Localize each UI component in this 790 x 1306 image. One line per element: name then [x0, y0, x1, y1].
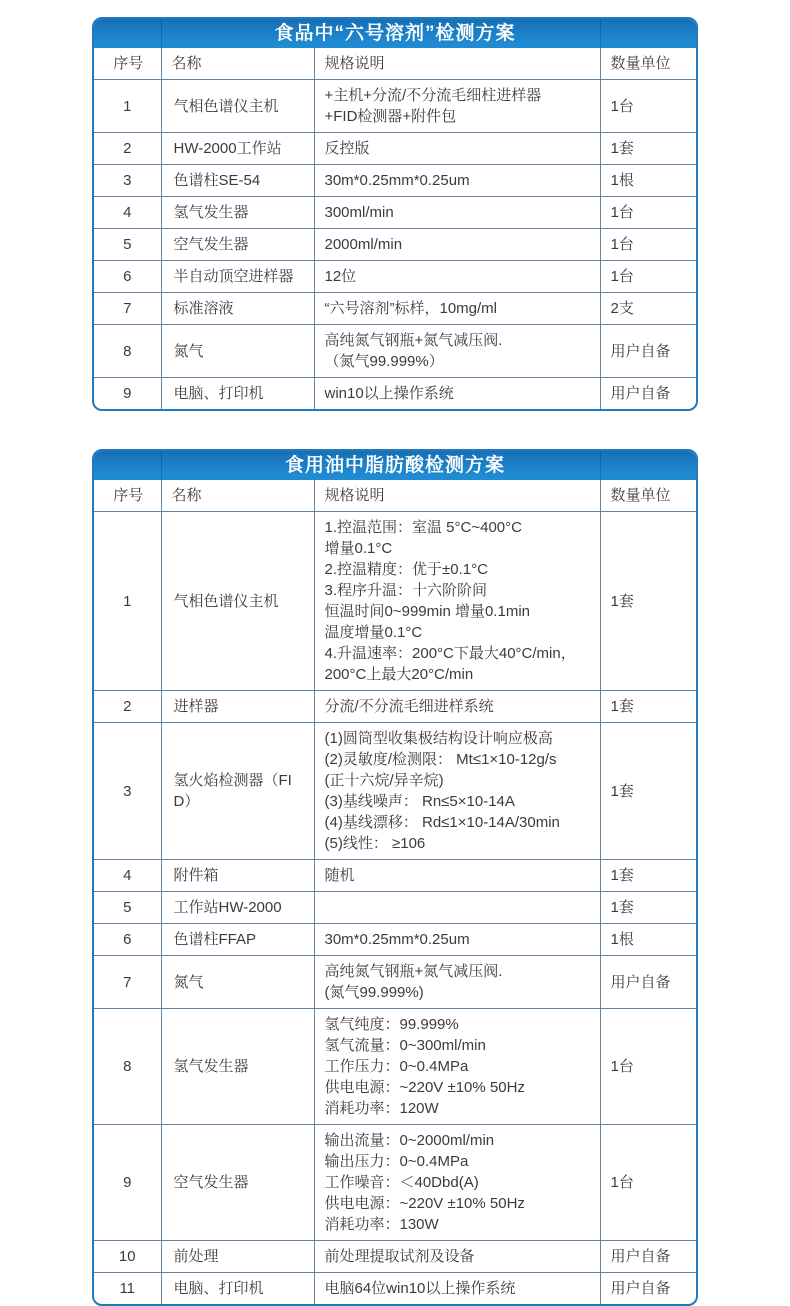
table-row — [94, 1009, 696, 1125]
item-spec: 前处理提取试剂及设备 — [314, 1241, 600, 1273]
item-qty: 1套 — [600, 723, 696, 860]
item-spec: (1)圆筒型收集极结构设计响应极高 (2)灵敏度/检测限： Mt≤1×10-12g/s (正十六烷/异辛烷) (3)基线噪声： Rn≤5×10-14A (4)基线漂移： Rd≤1×10-14A/30min (5)线性： ≥106 — [314, 723, 600, 860]
item-qty: 1台 — [600, 1125, 696, 1241]
solvent-detection-table — [94, 48, 696, 409]
title-bar-divider — [161, 451, 162, 480]
item-qty: 1台 — [600, 229, 696, 261]
row-index: 4 — [94, 197, 161, 229]
table-title: 食品中“六号溶剂”检测方案 — [274, 23, 516, 44]
item-spec: 300ml/min — [314, 197, 600, 229]
item-name: 氮气 — [161, 956, 314, 1009]
row-index: 5 — [94, 892, 161, 924]
item-qty: 1根 — [600, 165, 696, 197]
fatty-acid-detection-table — [94, 480, 696, 1304]
table-row — [94, 229, 696, 261]
item-spec: 12位 — [314, 261, 600, 293]
item-spec: 反控版 — [314, 133, 600, 165]
col-header-index: 序号 — [94, 480, 161, 512]
item-spec — [314, 892, 600, 924]
row-index: 2 — [94, 691, 161, 723]
row-index: 8 — [94, 1009, 161, 1125]
item-name: 电脑、打印机 — [161, 378, 314, 410]
table-row — [94, 325, 696, 378]
item-spec: 2000ml/min — [314, 229, 600, 261]
table-row — [94, 80, 696, 133]
item-name: 进样器 — [161, 691, 314, 723]
table-row — [94, 892, 696, 924]
col-header-index: 序号 — [94, 48, 161, 80]
item-name: 氮气 — [161, 325, 314, 378]
item-spec: 高纯氮气钢瓶+氮气减压阀. （氮气99.999%） — [314, 325, 600, 378]
table-row — [94, 691, 696, 723]
item-qty: 1套 — [600, 133, 696, 165]
row-index: 7 — [94, 293, 161, 325]
item-name: 空气发生器 — [161, 1125, 314, 1241]
item-name: 电脑、打印机 — [161, 1273, 314, 1305]
item-qty: 用户自备 — [600, 1273, 696, 1305]
item-qty: 用户自备 — [600, 1241, 696, 1273]
row-index: 7 — [94, 956, 161, 1009]
item-name: 空气发生器 — [161, 229, 314, 261]
row-index: 5 — [94, 229, 161, 261]
row-index: 1 — [94, 80, 161, 133]
table-row — [94, 293, 696, 325]
row-index: 6 — [94, 261, 161, 293]
row-index: 3 — [94, 723, 161, 860]
title-bar-divider — [600, 19, 601, 48]
solvent-detection-table-card — [92, 17, 698, 411]
row-index: 11 — [94, 1273, 161, 1305]
col-header-qty: 数量单位 — [600, 480, 696, 512]
item-name: 氢气发生器 — [161, 1009, 314, 1125]
item-spec: 输出流量：0~2000ml/min 输出压力：0~0.4MPa 工作噪音：＜40Dbd(A) 供电电源：~220V ±10% 50Hz 消耗功率：130W — [314, 1125, 600, 1241]
item-name: 气相色谱仪主机 — [161, 80, 314, 133]
row-index: 2 — [94, 133, 161, 165]
item-qty: 1套 — [600, 691, 696, 723]
table-row — [94, 133, 696, 165]
item-qty: 1套 — [600, 512, 696, 691]
item-qty: 用户自备 — [600, 325, 696, 378]
item-spec: 1.控温范围：室温 5°C~400°C 增量0.1°C 2.控温精度：优于±0.1°C 3.程序升温：十六阶阶间 恒温时间0~999min 增量0.1min 温度增量0.1°C 4.升温速率：200°C下最大40°C/min， 200°C上最大20°C/min — [314, 512, 600, 691]
table-row — [94, 956, 696, 1009]
column-header-row — [94, 480, 696, 512]
table-row — [94, 1241, 696, 1273]
item-qty: 1台 — [600, 1009, 696, 1125]
item-qty: 1套 — [600, 860, 696, 892]
item-qty: 1台 — [600, 80, 696, 133]
item-name: 标准溶液 — [161, 293, 314, 325]
title-bar-divider — [600, 451, 601, 480]
column-header-row — [94, 48, 696, 80]
row-index: 4 — [94, 860, 161, 892]
item-spec: 30m*0.25mm*0.25um — [314, 165, 600, 197]
item-spec: 30m*0.25mm*0.25um — [314, 924, 600, 956]
item-qty: 2支 — [600, 293, 696, 325]
item-spec: 分流/不分流毛细进样系统 — [314, 691, 600, 723]
item-spec: 电脑64位win10以上操作系统 — [314, 1273, 600, 1305]
item-spec: 随机 — [314, 860, 600, 892]
col-header-spec: 规格说明 — [314, 480, 600, 512]
item-name: 附件箱 — [161, 860, 314, 892]
col-header-qty: 数量单位 — [600, 48, 696, 80]
item-name: 气相色谱仪主机 — [161, 512, 314, 691]
item-name: 氢气发生器 — [161, 197, 314, 229]
title-bar-divider — [161, 19, 162, 48]
item-name: 色谱柱SE-54 — [161, 165, 314, 197]
row-index: 9 — [94, 378, 161, 410]
fatty-acid-detection-table-card — [92, 449, 698, 1306]
item-spec: 高纯氮气钢瓶+氮气减压阀. (氮气99.999%) — [314, 956, 600, 1009]
row-index: 10 — [94, 1241, 161, 1273]
item-name: 色谱柱FFAP — [161, 924, 314, 956]
item-name: 半自动顶空进样器 — [161, 261, 314, 293]
table-title: 食用油中脂肪酸检测方案 — [284, 455, 505, 476]
item-spec: 氢气纯度：99.999% 氢气流量：0~300ml/min 工作压力：0~0.4MPa 供电电源：~220V ±10% 50Hz 消耗功率：120W — [314, 1009, 600, 1125]
item-qty: 1台 — [600, 261, 696, 293]
row-index: 9 — [94, 1125, 161, 1241]
item-name: 前处理 — [161, 1241, 314, 1273]
item-spec: “六号溶剂”标样，10mg/ml — [314, 293, 600, 325]
row-index: 6 — [94, 924, 161, 956]
table-title-bar — [94, 451, 696, 480]
table-row — [94, 723, 696, 860]
table-row — [94, 1273, 696, 1305]
item-qty: 1台 — [600, 197, 696, 229]
item-name: 工作站HW-2000 — [161, 892, 314, 924]
col-header-spec: 规格说明 — [314, 48, 600, 80]
item-qty: 用户自备 — [600, 956, 696, 1009]
table-row — [94, 261, 696, 293]
item-spec: +主机+分流/不分流毛细柱进样器 +FID检测器+附件包 — [314, 80, 600, 133]
table-row — [94, 197, 696, 229]
col-header-name: 名称 — [161, 48, 314, 80]
table-row — [94, 512, 696, 691]
item-qty: 1根 — [600, 924, 696, 956]
table-row — [94, 860, 696, 892]
item-qty: 1套 — [600, 892, 696, 924]
item-name: 氢火焰检测器（FID） — [161, 723, 314, 860]
item-spec: win10以上操作系统 — [314, 378, 600, 410]
col-header-name: 名称 — [161, 480, 314, 512]
table-row — [94, 924, 696, 956]
table-row — [94, 378, 696, 410]
row-index: 3 — [94, 165, 161, 197]
item-name: HW-2000工作站 — [161, 133, 314, 165]
table-row — [94, 1125, 696, 1241]
row-index: 1 — [94, 512, 161, 691]
table-title-bar — [94, 19, 696, 48]
row-index: 8 — [94, 325, 161, 378]
item-qty: 用户自备 — [600, 378, 696, 410]
table-row — [94, 165, 696, 197]
